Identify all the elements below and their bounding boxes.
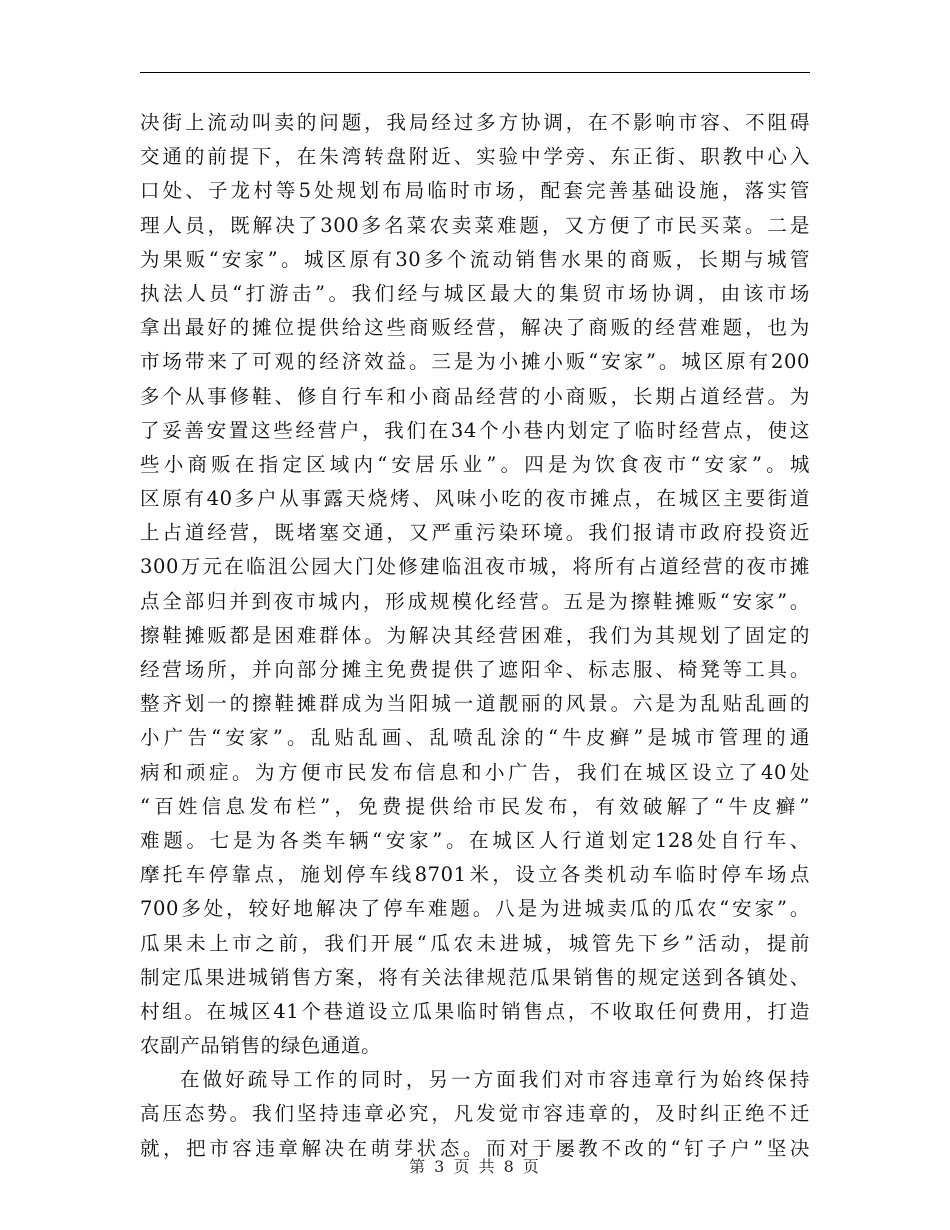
- document-body: [140, 106, 810, 1166]
- text-line: 口处、子龙村等5处规划布局临时市场，配套完善基础设施，落实管: [140, 179, 810, 203]
- text-line: 多个从事修鞋、修自行车和小商品经营的小商贩，长期占道经营。为: [140, 384, 810, 408]
- paragraph: [140, 106, 810, 1063]
- text-line: 拿出最好的摊位提供给这些商贩经营，解决了商贩的经营难题，也为: [140, 316, 810, 340]
- text-line: 摩托车停靠点，施划停车线8701米，设立各类机动车临时停车场点: [140, 863, 810, 887]
- text-line: 市场带来了可观的经济效益。三是为小摊小贩“安家”。城区原有200: [140, 350, 810, 374]
- text-line: 在做好疏导工作的同时，另一方面我们对市容违章行为始终保持: [180, 1068, 810, 1092]
- text-line: 理人员，既解决了300多名菜农卖菜难题，又方便了市民买菜。二是: [140, 213, 810, 237]
- text-line: 了妥善安置这些经营户，我们在34个小巷内划定了临时经营点，使这: [140, 418, 810, 442]
- paragraph: [140, 1063, 810, 1166]
- text-line: 村组。在城区41个巷道设立瓜果临时销售点，不收取任何费用，打造: [140, 999, 810, 1023]
- text-line: 为果贩“安家”。城区原有30多个流动销售水果的商贩，长期与城管: [140, 247, 810, 271]
- text-line: 700多处，较好地解决了停车难题。八是为进城卖瓜的瓜农“安家”。: [140, 897, 810, 921]
- text-line: 决街上流动叫卖的问题，我局经过多方协调，在不影响市容、不阻碍: [140, 111, 810, 134]
- text-line: 病和顽症。为方便市民发布信息和小广告，我们在城区设立了40处: [140, 760, 810, 784]
- text-line: 300万元在临沮公园大门处修建临沮夜市城，将所有占道经营的夜市摊: [140, 555, 810, 579]
- text-line: 经营场所，并向部分摊主免费提供了遮阳伞、标志服、椅凳等工具。: [140, 658, 810, 681]
- text-line: 就，把市容违章解决在萌芽状态。而对于屡教不改的“钉子户”坚决: [140, 1136, 810, 1160]
- text-line: 些小商贩在指定区域内“安居乐业”。四是为饮食夜市“安家”。城: [140, 452, 810, 476]
- text-line: “百姓信息发布栏”，免费提供给市民发布，有效破解了“牛皮癣”: [140, 794, 810, 818]
- header-rule: [140, 72, 810, 73]
- text-line: 高压态势。我们坚持违章必究，凡发觉市容违章的，及时纠正绝不迁: [140, 1102, 810, 1126]
- text-line: 小广告“安家”。乱贴乱画、乱喷乱涂的“牛皮癣”是城市管理的通: [140, 726, 810, 750]
- text-line: 难题。七是为各类车辆“安家”。在城区人行道划定128处自行车、: [140, 828, 810, 852]
- text-line: 瓜果未上市之前，我们开展“瓜农未进城，城管先下乡”活动，提前: [140, 931, 810, 955]
- text-line: 农副产品销售的绿色通道。: [140, 1034, 382, 1058]
- text-line: 上占道经营，既堵塞交通，又严重污染环境。我们报请市政府投资近: [140, 521, 810, 545]
- text-line: 点全部归并到夜市城内，形成规模化经营。五是为擦鞋摊贩“安家”。: [140, 589, 810, 613]
- text-line: 区原有40多户从事露天烧烤、风味小吃的夜市摊点，在城区主要街道: [140, 487, 810, 511]
- text-line: 擦鞋摊贩都是困难群体。为解决其经营困难，我们为其规划了固定的: [140, 623, 810, 647]
- text-line: 整齐划一的擦鞋摊群成为当阳城一道靓丽的风景。六是为乱贴乱画的: [140, 692, 810, 716]
- page-footer: 第 3 页 共 8 页: [409, 1157, 541, 1176]
- text-line: 执法人员“打游击”。我们经与城区最大的集贸市场协调，由该市场: [140, 281, 810, 305]
- text-line: 交通的前提下，在朱湾转盘附近、实验中学旁、东正街、职教中心入: [140, 145, 810, 169]
- text-line: 制定瓜果进城销售方案，将有关法律规范瓜果销售的规定送到各镇处、: [140, 965, 810, 989]
